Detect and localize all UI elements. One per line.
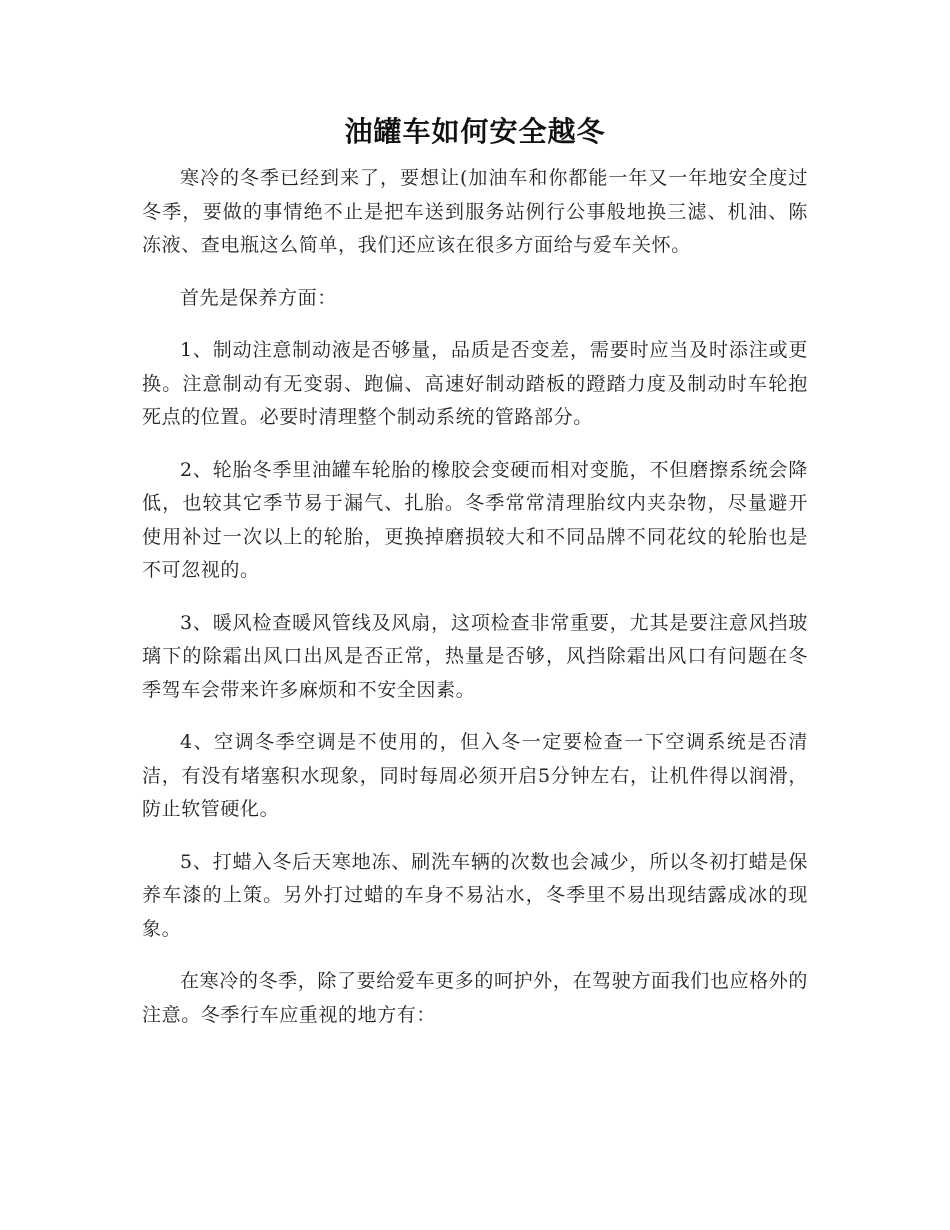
paragraph-heater: 3、暖风检查暖风管线及风扇，这项检查非常重要，尤其是要注意风挡玻璃下的除霜出风口出风是否正常，热量是否够，风挡除霜出风口有问题在冬季驾车会带来许多麻烦和不安全因素。 <box>142 611 808 701</box>
paragraph-brakes: 1、制动注意制动液是否够量，品质是否变差，需要时应当及时添注或更换。注意制动有无变弱、跑偏、高速好制动踏板的蹬踏力度及制动时车轮抱死点的位置。必要时清理整个制动系统的管路部分。 <box>142 339 808 428</box>
paragraph-intro: 寒冷的冬季已经到来了，要想让(加油车和你都能一年又一年地安全度过冬季，要做的事情绝不止是把车送到服务站例行公事般地换三滤、机油、陈冻液、查电瓶这么简单，我们还应该在很多方面给与爱车关怀。 <box>142 167 808 256</box>
paragraph-tires: 2、轮胎冬季里油罐车轮胎的橡胶会变硬而相对变脆，不但磨擦系统会降低，也较其它季节易于漏气、扎胎。冬季常常清理胎纹内夹杂物，尽量避开使用补过一次以上的轮胎，更换掉磨损较大和不同品牌不同花纹的轮胎也是不可忽视的。 <box>142 458 808 581</box>
paragraph-waxing: 5、打蜡入冬后天寒地冻、刷洗车辆的次数也会减少，所以冬初打蜡是保养车漆的上策。另外打过蜡的车身不易沾水，冬季里不易出现结露成冰的现象。 <box>142 850 808 940</box>
document-body <box>142 112 808 1051</box>
paragraph-air-conditioning: 4、空调冬季空调是不使用的，但入冬一定要检查一下空调系统是否清洁，有没有堵塞积水现象，同时每周必须开启5分钟左右，让机件得以润滑，防止软管硬化。 <box>142 731 808 820</box>
paragraph-driving: 在寒冷的冬季，除了要给爱车更多的呵护外，在驾驶方面我们也应格外的注意。冬季行车应重视的地方有： <box>142 970 808 1026</box>
paragraph-maintenance-heading: 首先是保养方面： <box>180 286 337 309</box>
document-title: 油罐车如何安全越冬 <box>344 115 606 148</box>
